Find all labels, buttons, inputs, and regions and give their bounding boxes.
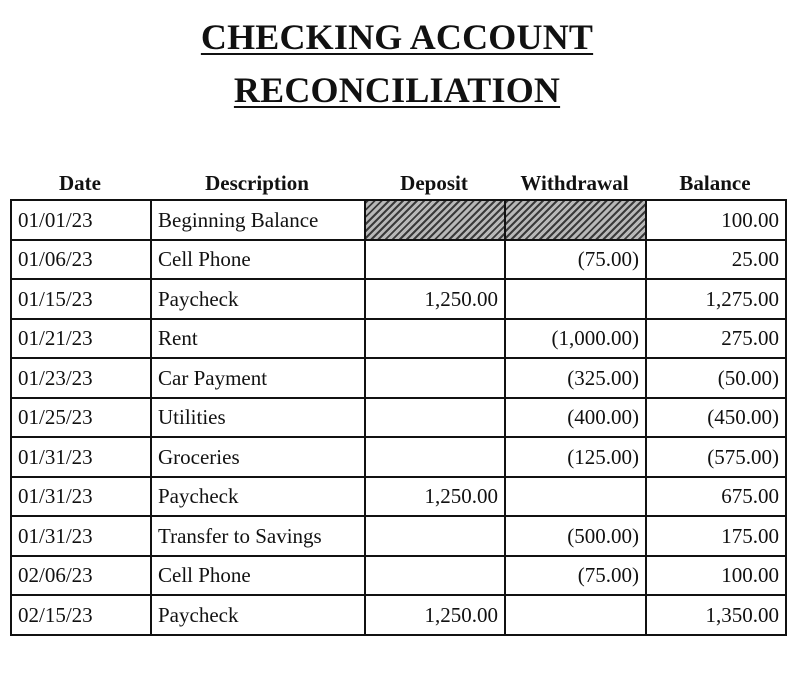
cell-date: 01/31/23	[11, 516, 151, 556]
cell-date: 02/15/23	[11, 595, 151, 635]
cell-deposit	[365, 516, 505, 556]
ledger-body	[11, 200, 786, 635]
cell-description: Rent	[151, 319, 365, 359]
cell-withdrawal: (325.00)	[505, 358, 646, 398]
cell-deposit-hatched	[365, 200, 505, 240]
cell-withdrawal: (1,000.00)	[505, 319, 646, 359]
column-header-description: Description	[205, 171, 309, 195]
cell-withdrawal	[505, 477, 646, 517]
cell-deposit	[365, 240, 505, 280]
cell-balance: (575.00)	[646, 437, 786, 477]
cell-withdrawal: (500.00)	[505, 516, 646, 556]
cell-deposit	[365, 556, 505, 596]
column-header-deposit: Deposit	[400, 171, 468, 195]
table-row	[11, 319, 786, 359]
cell-balance: 175.00	[646, 516, 786, 556]
table-row	[11, 516, 786, 556]
cell-balance: 1,275.00	[646, 279, 786, 319]
cell-deposit: 1,250.00	[365, 595, 505, 635]
cell-withdrawal: (400.00)	[505, 398, 646, 438]
table-row	[11, 477, 786, 517]
cell-date: 01/31/23	[11, 437, 151, 477]
cell-withdrawal-hatched	[505, 200, 646, 240]
cell-description: Paycheck	[151, 477, 365, 517]
cell-balance: 1,350.00	[646, 595, 786, 635]
cell-balance: 25.00	[646, 240, 786, 280]
cell-date: 01/15/23	[11, 279, 151, 319]
cell-withdrawal	[505, 279, 646, 319]
table-row	[11, 358, 786, 398]
cell-balance: 275.00	[646, 319, 786, 359]
column-header-balance: Balance	[679, 171, 751, 195]
column-header-date: Date	[59, 171, 101, 195]
cell-description: Transfer to Savings	[151, 516, 365, 556]
table-row	[11, 595, 786, 635]
cell-date: 01/21/23	[11, 319, 151, 359]
cell-description: Car Payment	[151, 358, 365, 398]
cell-description: Utilities	[151, 398, 365, 438]
cell-date: 01/01/23	[11, 200, 151, 240]
table-row	[11, 437, 786, 477]
cell-withdrawal: (75.00)	[505, 240, 646, 280]
cell-description: Cell Phone	[151, 240, 365, 280]
cell-date: 02/06/23	[11, 556, 151, 596]
cell-balance: (450.00)	[646, 398, 786, 438]
cell-deposit	[365, 398, 505, 438]
cell-deposit: 1,250.00	[365, 477, 505, 517]
cell-balance: 100.00	[646, 556, 786, 596]
cell-deposit: 1,250.00	[365, 279, 505, 319]
cell-balance: (50.00)	[646, 358, 786, 398]
table-row	[11, 200, 786, 240]
table-row	[11, 279, 786, 319]
cell-description: Beginning Balance	[151, 200, 365, 240]
cell-deposit	[365, 319, 505, 359]
page-title-line-1: CHECKING ACCOUNT	[200, 17, 594, 57]
cell-withdrawal: (75.00)	[505, 556, 646, 596]
cell-deposit	[365, 358, 505, 398]
cell-date: 01/23/23	[11, 358, 151, 398]
page-title-line-2: RECONCILIATION	[233, 70, 561, 110]
cell-date: 01/25/23	[11, 398, 151, 438]
column-header-withdrawal: Withdrawal	[520, 171, 629, 195]
cell-description: Cell Phone	[151, 556, 365, 596]
table-row	[11, 556, 786, 596]
table-row	[11, 240, 786, 280]
table-row	[11, 398, 786, 438]
cell-description: Paycheck	[151, 595, 365, 635]
column-headers	[10, 170, 784, 196]
cell-date: 01/31/23	[11, 477, 151, 517]
ledger-table	[10, 199, 787, 636]
cell-deposit	[365, 437, 505, 477]
cell-withdrawal: (125.00)	[505, 437, 646, 477]
cell-withdrawal	[505, 595, 646, 635]
cell-description: Paycheck	[151, 279, 365, 319]
cell-balance: 100.00	[646, 200, 786, 240]
cell-description: Groceries	[151, 437, 365, 477]
cell-balance: 675.00	[646, 477, 786, 517]
cell-date: 01/06/23	[11, 240, 151, 280]
